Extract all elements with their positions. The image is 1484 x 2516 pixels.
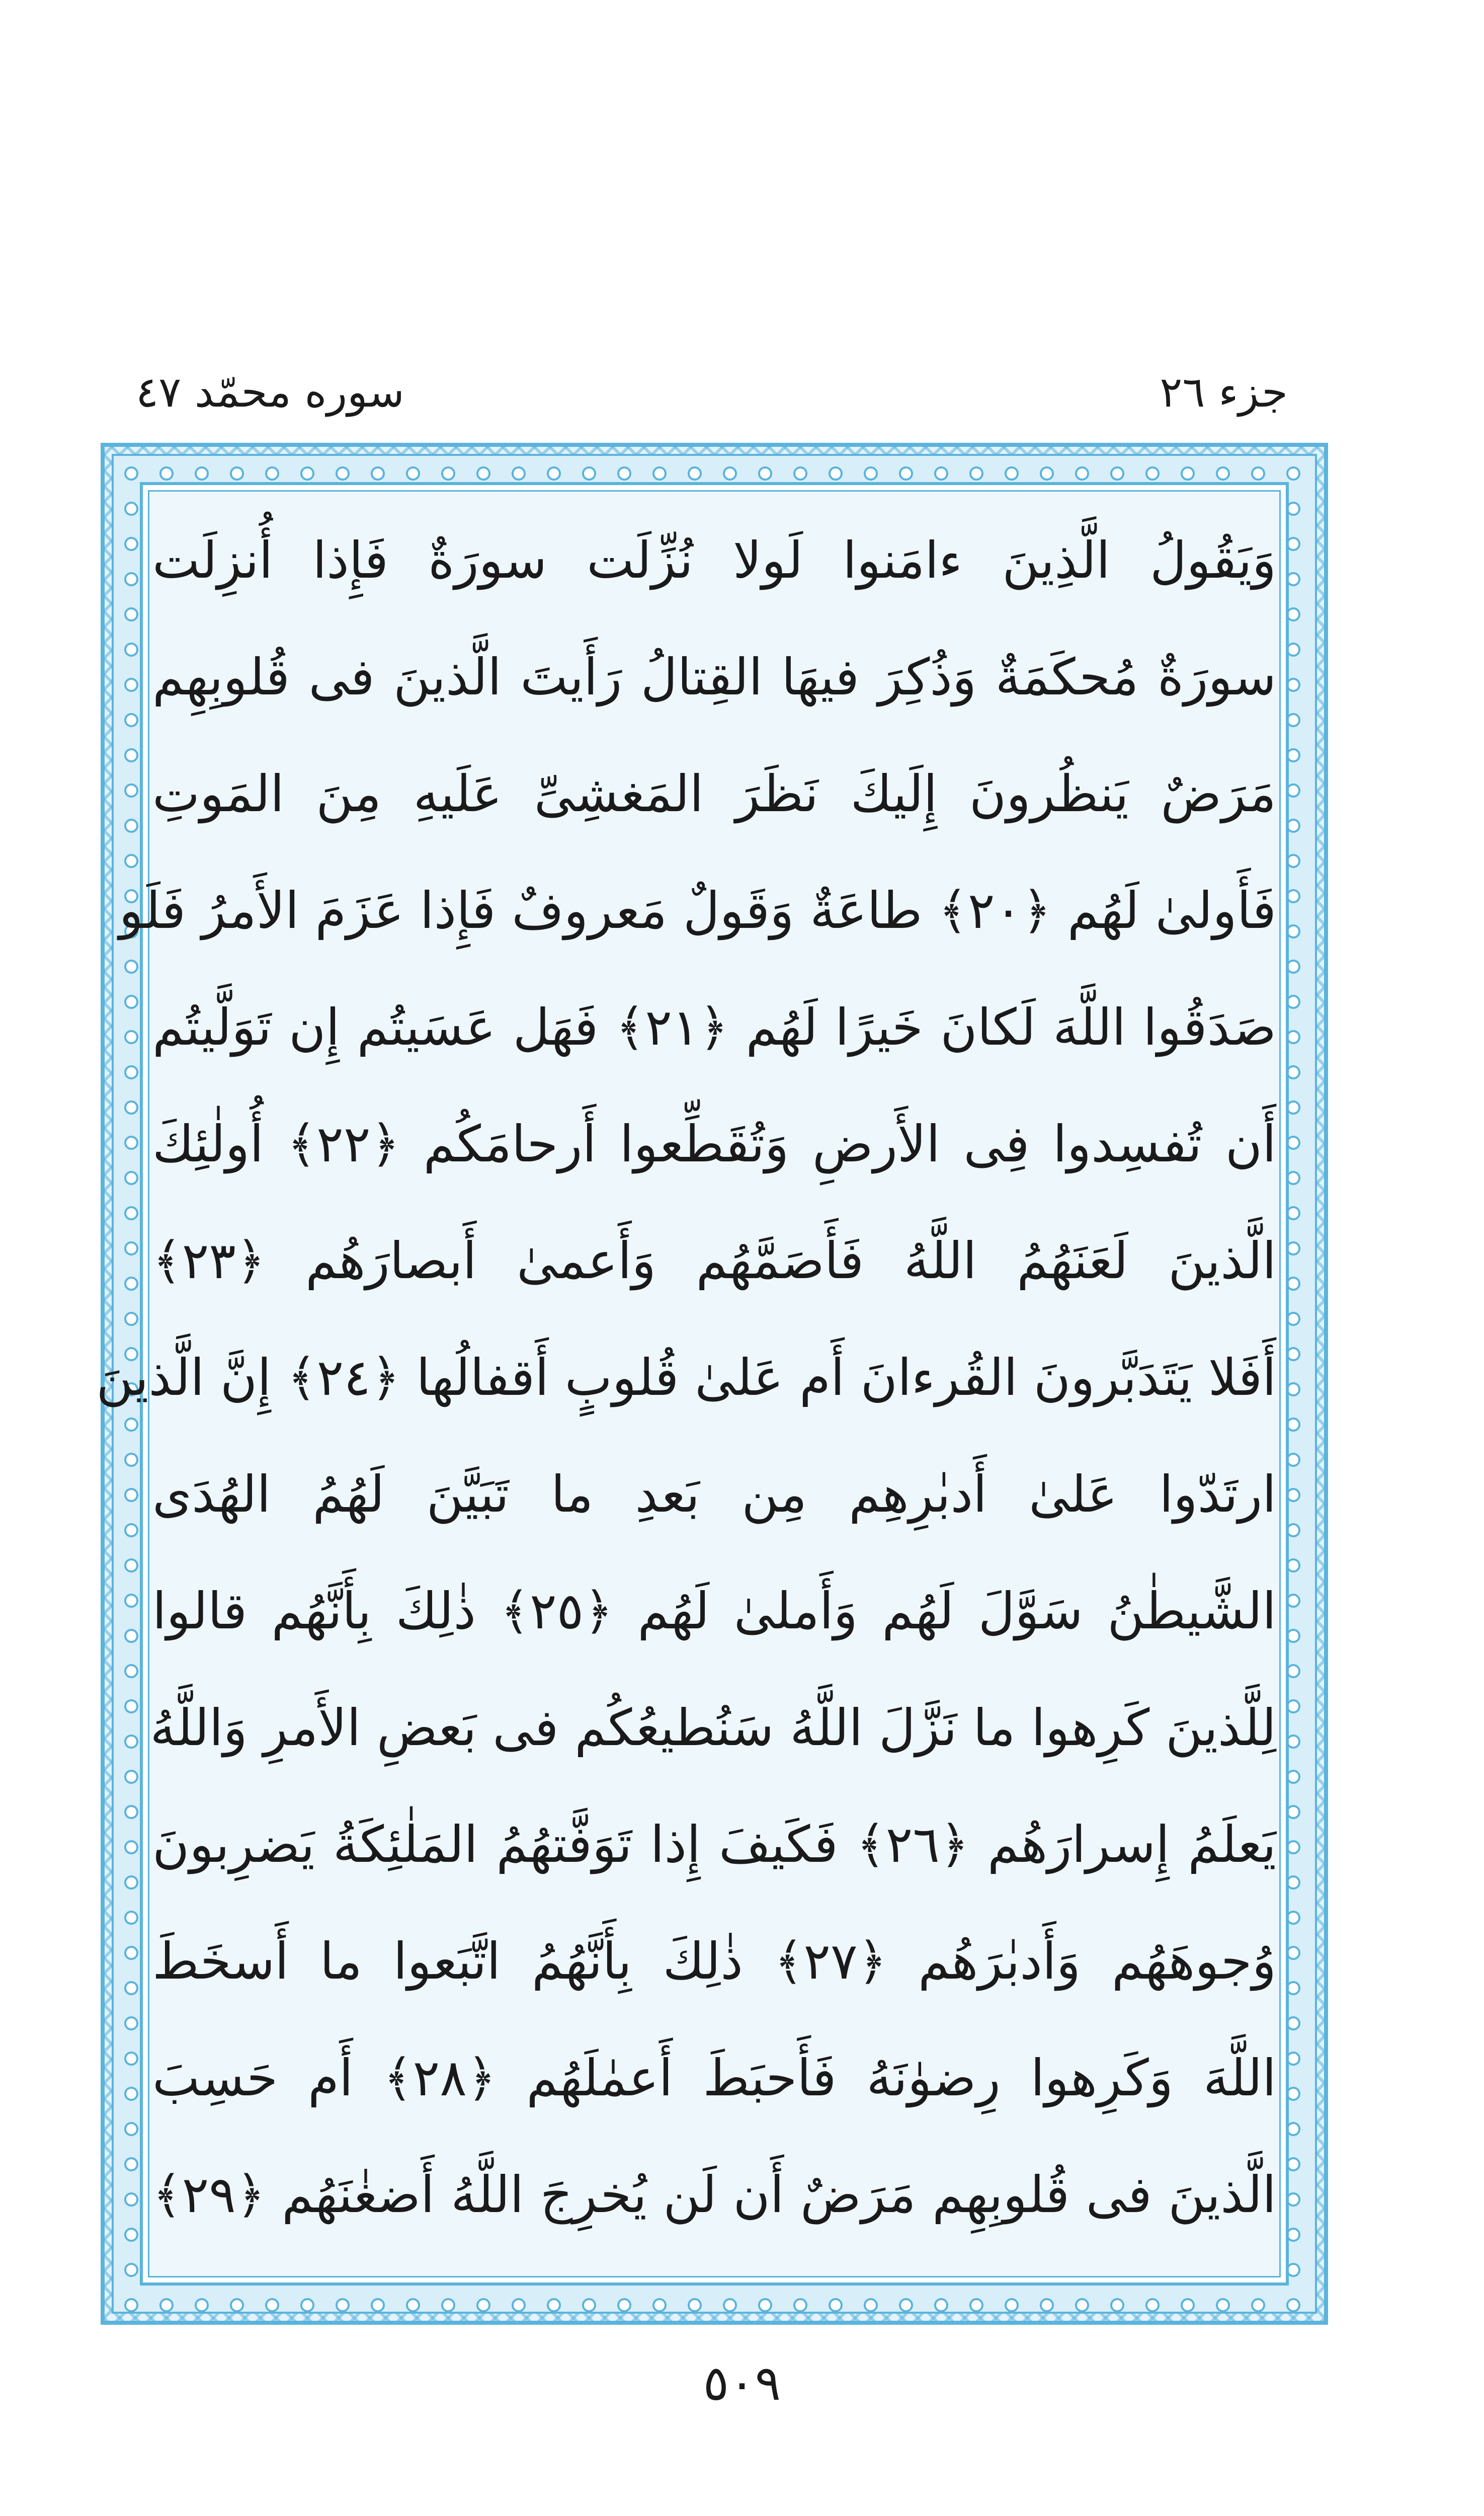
- juz-label: جزء ٢٦: [1160, 367, 1288, 417]
- text-line: الشَّيطٰنُ سَوَّلَ لَهُم وَأَملىٰ لَهُم ﴿٢٥﴾ ذٰلِكَ بِأَنَّهُم قالوا: [152, 1582, 1276, 1640]
- page-header: [136, 367, 1288, 433]
- ornamental-frame: [96, 443, 1328, 2325]
- text-line: وَيَقُولُ الَّذِينَ ءامَنوا لَولا نُزِّلَت سورَةٌ فَإِذا أُنزِلَت: [152, 531, 1276, 590]
- text-line: اللَّهَ وَكَرِهوا رِضوٰنَهُ فَأَحبَطَ أَعمٰلَهُم ﴿٢٨﴾ أَم حَسِبَ: [152, 2049, 1276, 2107]
- text-line: ارتَدّوا عَلىٰ أَدبٰرِهِم مِن بَعدِ ما تَبَيَّنَ لَهُمُ الهُدَى: [152, 1465, 1276, 1524]
- text-line: الَّذينَ فى قُلوبِهِم مَرَضٌ أَن لَن يُخرِجَ اللَّهُ أَضغٰنَهُم ﴿٢٩﴾: [152, 2165, 1276, 2224]
- text-line: مَرَضٌ يَنظُرونَ إِلَيكَ نَظَرَ المَغشِىِّ عَلَيهِ مِنَ المَوتِ: [152, 764, 1276, 823]
- text-line: فَأَولىٰ لَهُم ﴿٢٠﴾ طاعَةٌ وَقَولٌ مَعروفٌ فَإِذا عَزَمَ الأَمرُ فَلَو: [119, 881, 1276, 940]
- text-line: أَن تُفسِدوا فِى الأَرضِ وَتُقَطِّعوا أَرحامَكُم ﴿٢٢﴾ أُولٰئِكَ: [152, 1115, 1276, 1173]
- text-line: وُجوهَهُم وَأَدبٰرَهُم ﴿٢٧﴾ ذٰلِكَ بِأَنَّهُمُ اتَّبَعوا ما أَسخَطَ: [152, 1932, 1276, 1991]
- text-line: سورَةٌ مُحكَمَةٌ وَذُكِرَ فيهَا القِتالُ رَأَيتَ الَّذينَ فى قُلوبِهِم: [152, 648, 1276, 706]
- quran-text: [96, 502, 1276, 2265]
- text-line: الَّذينَ لَعَنَهُمُ اللَّهُ فَأَصَمَّهُم وَأَعمىٰ أَبصارَهُم ﴿٢٣﴾: [152, 1231, 1276, 1290]
- text-line: أَفَلا يَتَدَبَّرونَ القُرءانَ أَم عَلىٰ قُلوبٍ أَقفالُها ﴿٢٤﴾ إِنَّ الَّذينَ: [96, 1348, 1276, 1407]
- text-line: يَعلَمُ إِسرارَهُم ﴿٢٦﴾ فَكَيفَ إِذا تَوَفَّتهُمُ المَلٰئِكَةُ يَضرِبونَ: [152, 1815, 1276, 1874]
- text-line: صَدَقُوا اللَّهَ لَكانَ خَيرًا لَهُم ﴿٢١﴾ فَهَل عَسَيتُم إِن تَوَلَّيتُم: [152, 998, 1276, 1057]
- surah-label: سوره محمّد ٤٧: [136, 367, 404, 417]
- text-line: لِلَّذينَ كَرِهوا ما نَزَّلَ اللَّهُ سَنُطيعُكُم فى بَعضِ الأَمرِ وَاللَّهُ: [150, 1698, 1276, 1757]
- page-number: ٥٠٩: [703, 2355, 781, 2411]
